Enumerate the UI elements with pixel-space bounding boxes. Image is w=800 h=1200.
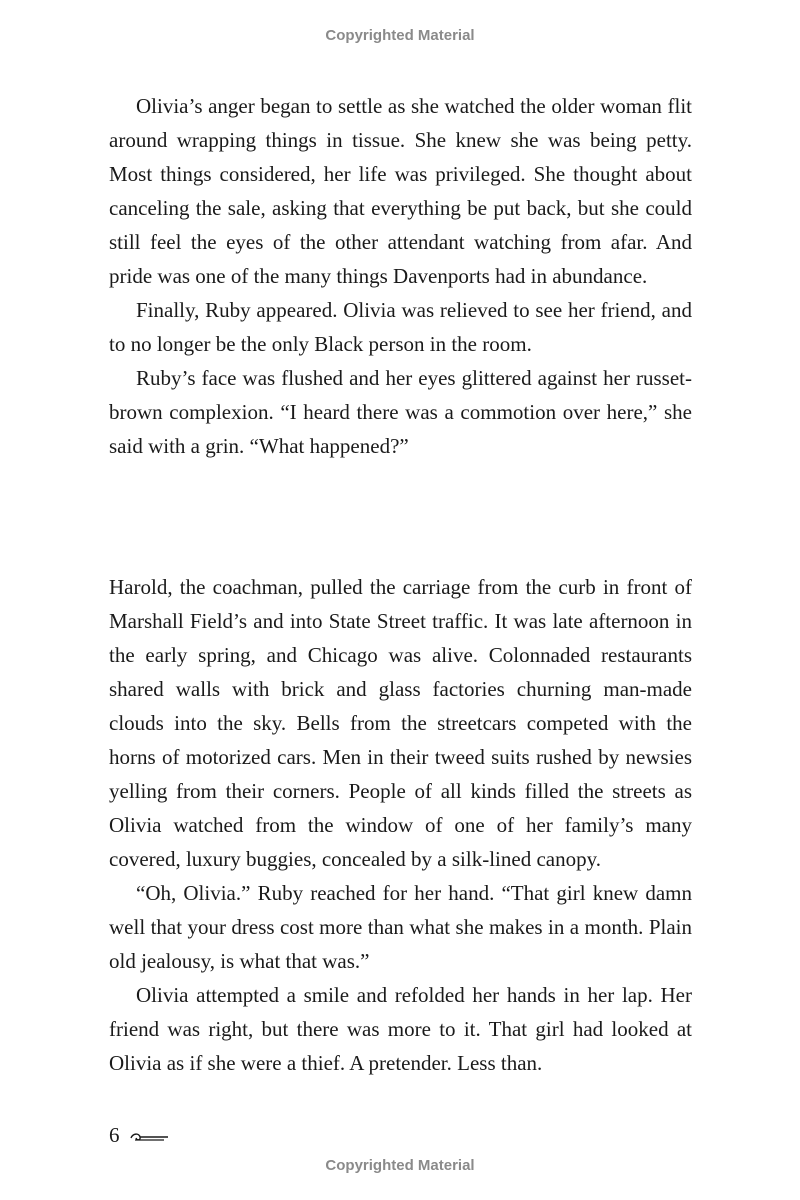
paragraph: Finally, Ruby appeared. Olivia was relieved to see her friend, and to no longer be the only Black person in the room. [109,298,692,356]
flourish-ornament-icon [128,1129,170,1143]
text-section-2 [109,570,692,1080]
paragraph: Olivia’s anger began to settle as she watched the older woman flit around wrapping things in tissue. She knew she was being petty. Most things considered, her life was privileged. She thought about canceling the sale, asking that everything be put back, but she could still feel the eyes of the other attendant watching from afar. And pride was one of the many things Davenports had in abundance. [109,94,692,288]
paragraph: Ruby’s face was flushed and her eyes glittered against her russet-brown complexion. “I heard there was a commotion over here,” she said with a grin. “What happened?” [109,366,692,458]
copyright-watermark-top: Copyrighted Material [325,27,475,44]
paragraph: Harold, the coachman, pulled the carriage from the curb in front of Marshall Field’s and into State Street traffic. It was late afternoon in the early spring, and Chicago was alive. Colonnaded restaurants shared walls with brick and glass factories churning man-made clouds into the sky. Bells from the streetcars competed with the horns of motorized cars. Men in their tweed suits rushed by newsies yelling from their corners. People of all kinds filled the streets as Olivia watched from the window of one of her family’s many covered, luxury buggies, concealed by a silk-lined canopy. [109,575,692,871]
page-number: 6 [109,1123,120,1147]
page-folio [109,1123,170,1148]
text-section-1 [109,89,692,463]
copyright-watermark-bottom: Copyrighted Material [325,1157,475,1174]
paragraph: “Oh, Olivia.” Ruby reached for her hand. “That girl knew damn well that your dress cost more than what she makes in a month. Plain old jealousy, is what that was.” [109,881,692,973]
paragraph: Olivia attempted a smile and refolded her hands in her lap. Her friend was right, but there was more to it. That girl had looked at Olivia as if she were a thief. A pretender. Less than. [109,983,692,1075]
